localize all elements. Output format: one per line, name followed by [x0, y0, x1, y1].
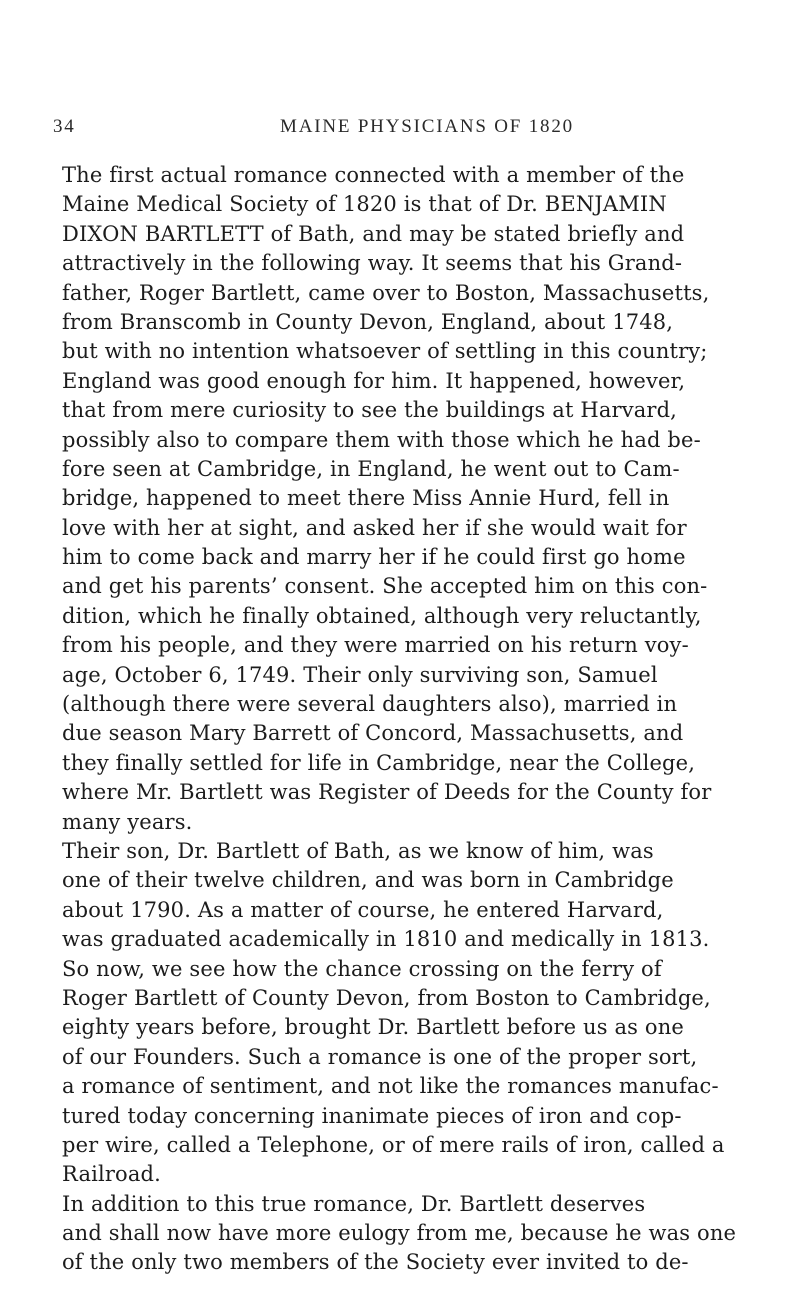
- text-line: So now, we see how the chance crossing on the ferry of: [62, 956, 662, 981]
- text-line: him to come back and marry her if he could first go home: [62, 545, 686, 570]
- text-line: from his people, and they were married on his return voy-: [62, 633, 689, 658]
- text-line: of our Founders. Such a romance is one of the proper sort,: [62, 1044, 698, 1069]
- text-line: Roger Bartlett of County Devon, from Boston to Cambridge,: [62, 985, 711, 1010]
- text-line: eighty years before, brought Dr. Bartlett before us as one: [62, 1015, 684, 1040]
- text-line: of the only two members of the Society ever invited to de-: [62, 1250, 689, 1275]
- page-number: 34: [53, 116, 76, 137]
- text-line: and get his parents’ consent. She accepted him on this con-: [62, 574, 708, 599]
- text-line: due season Mary Barrett of Concord, Massachusetts, and: [62, 721, 684, 746]
- text-line: and shall now have more eulogy from me, because he was one: [62, 1221, 737, 1246]
- text-line: but with no intention whatsoever of settling in this country;: [62, 339, 708, 364]
- text-line: many years.: [62, 809, 193, 834]
- text-line: tured today concerning inanimate pieces of iron and cop-: [62, 1103, 682, 1128]
- text-line: The first actual romance connected with a member of the: [62, 163, 685, 187]
- text-line: (although there were several daughters also), married in: [62, 692, 678, 717]
- text-line: per wire, called a Telephone, or of mere rails of iron, called a: [62, 1132, 725, 1157]
- text-line: fore seen at Cambridge, in England, he went out to Cam-: [62, 456, 680, 481]
- text-line: that from mere curiosity to see the buildings at Harvard,: [62, 398, 677, 423]
- running-head: [53, 116, 781, 140]
- text-line: was graduated academically in 1810 and medically in 1813.: [62, 927, 710, 952]
- text-line: In addition to this true romance, Dr. Bartlett deserves: [62, 1191, 646, 1216]
- text-line: Their son, Dr. Bartlett of Bath, as we know of him, was: [62, 838, 654, 863]
- text-line: dition, which he finally obtained, although very reluctantly,: [62, 603, 702, 628]
- text-line: age, October 6, 1749. Their only surviving son, Samuel: [62, 662, 658, 687]
- text-line: a romance of sentiment, and not like the romances manufac-: [62, 1074, 719, 1099]
- text-line: from Branscomb in County Devon, England, about 1748,: [62, 309, 674, 334]
- text-line: they finally settled for life in Cambridge, near the College,: [62, 750, 696, 775]
- text-line: England was good enough for him. It happened, however,: [62, 368, 686, 393]
- text-line: Railroad.: [62, 1162, 161, 1187]
- body-text: [62, 161, 796, 1278]
- text-line: about 1790. As a matter of course, he entered Harvard,: [62, 897, 664, 922]
- text-line: DIXON BARTLETT of Bath, and may be stated briefly and: [62, 221, 685, 246]
- running-title: MAINE PHYSICIANS OF 1820: [280, 116, 574, 137]
- text-line: where Mr. Bartlett was Register of Deeds for the County for: [62, 780, 712, 805]
- text-line: Maine Medical Society of 1820 is that of Dr. BENJAMIN: [62, 192, 667, 217]
- text-line: attractively in the following way. It seems that his Grand-: [62, 251, 683, 276]
- text-line: bridge, happened to meet there Miss Annie Hurd, fell in: [62, 486, 670, 511]
- text-line: possibly also to compare them with those which he had be-: [62, 427, 701, 452]
- text-line: father, Roger Bartlett, came over to Boston, Massachusetts,: [62, 280, 710, 305]
- text-line: one of their twelve children, and was born in Cambridge: [62, 868, 674, 893]
- text-line: love with her at sight, and asked her if she would wait for: [62, 515, 687, 540]
